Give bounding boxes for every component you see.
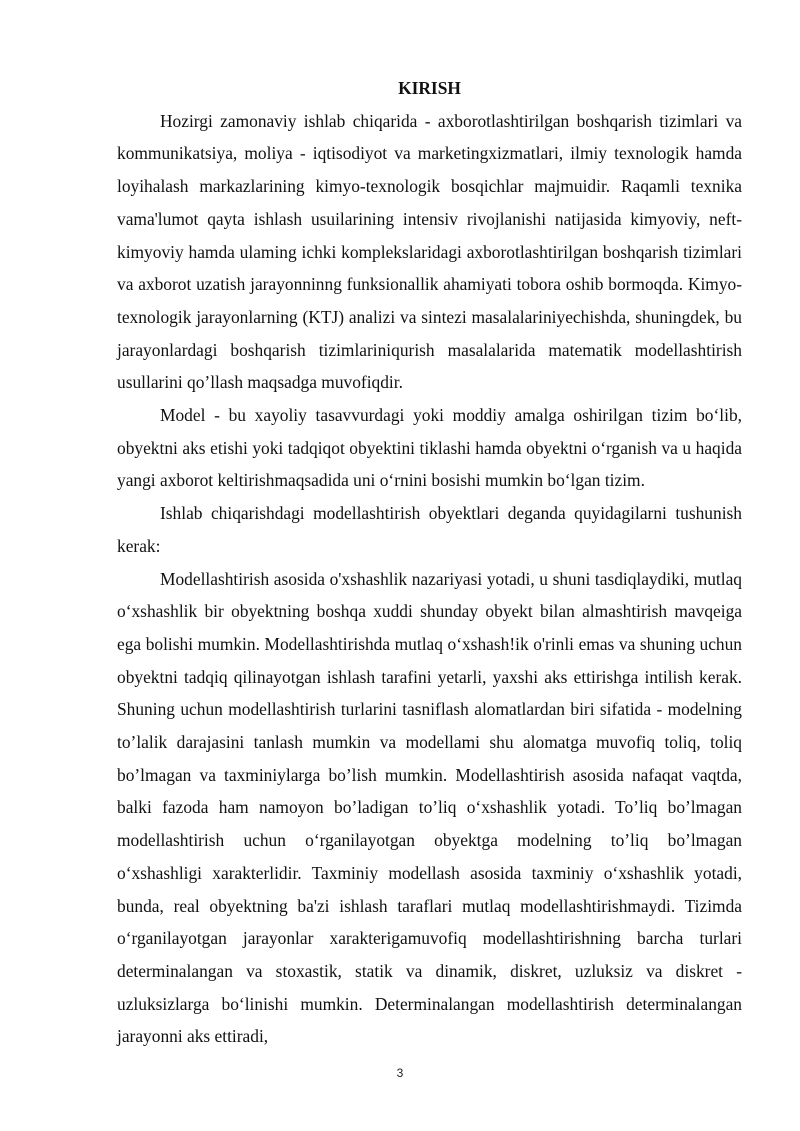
page-number: 3 xyxy=(396,1066,404,1080)
section-title: KIRISH xyxy=(398,78,461,98)
paragraph-similarity-theory: Modellashtirish asosida o'xshashlik nazariyasi yotadi, u shuni tasdiqlaydiki, mutlaq o‘xshashlik bir obyektning boshqa xuddi shunday obyekt bilan almashtirish mavqeiga ega bolishi mumkin. Modellashtirishda mutlaq o‘xshash!ik o'rinli emas va shuning uchun obyektni tadqiq qilinayotgan ishlash tarafini yetarli, yaxshi aks ettirishga intilish kerak. Shuning uchun modellashtirish turlarini tasniflash alomatlardan biri sifatida - modelning to’lalik darajasini tanlash mumkin va modellami shu alomatga muvofiq toliq, toliq bo’lmagan va taxminiylarga bo’lish mumkin. Modellashtirish asosida nafaqat vaqtda, balki fazoda ham namoyon bo’ladigan to’liq o‘xshashlik yotadi. To’liq bo’lmagan modellashtirish uchun o‘rganilayotgan obyektga modelning to’liq bo’lmagan o‘xshashligi xarakterlidir. Taxminiy modellash asosida taxminiy o‘xshashlik yotadi, bunda, real obyektning ba'zi ishlash taraflari mutlaq modellashtirishmaydi. Tizimda o‘rganilayotgan jarayonlar xarakterigamuvofiq modellashtirishning barcha turlari determinalangan va stoxastik, statik va dinamik, diskret, uzluksiz va diskret -uzluksizlarga bo‘linishi mumkin. Determinalangan modellashtirish determinalangan jarayonni aks ettiradi, xyxy=(117,568,742,1047)
page-body xyxy=(117,72,742,1053)
paragraph-model-definition: Model - bu xayoliy tasavvurdagi yoki moddiy amalga oshirilgan tizim bo‘lib, obyektni aks etishi yoki tadqiqot obyektini tiklashi hamda obyektni o‘rganish va u haqida yangi axborot keltirishmaqsadida uni o‘rnini bosishi mumkin bo‘lgan tizim. xyxy=(117,405,742,491)
paragraph-modeling-objects: Ishlab chiqarishdagi modellashtirish obyektlari deganda quyidagilarni tushunish kerak: xyxy=(117,503,742,556)
paragraph-intro: Hozirgi zamonaviy ishlab chiqarida - axborotlashtirilgan boshqarish tizimlari va kommunikatsiya, moliya - iqtisodiyot va marketingxizmatlari, ilmiy texnologik hamda loyihalash markazlarining kimyo-texnologik bosqichlar majmuidir. Raqamli texnika vama'lumot qayta ishlash usuilarining intensiv rivojlanishi natijasida kimyoviy, neft-kimyoviy hamda ulaming ichki komplekslaridagi axborotlashtirilgan boshqarish tizimlari va axborot uzatish jarayonninng funksionallik ahamiyati tobora oshib bormoqda. Kimyo-texnologik jarayonlarning (KTJ) analizi va sintezi masalalariniyechishda, shuningdek, bu jarayonlardagi boshqarish tizimlariniqurish masalalarida matematik modellashtirish usullarini qo’llash maqsadga muvofiqdir. xyxy=(117,110,742,393)
